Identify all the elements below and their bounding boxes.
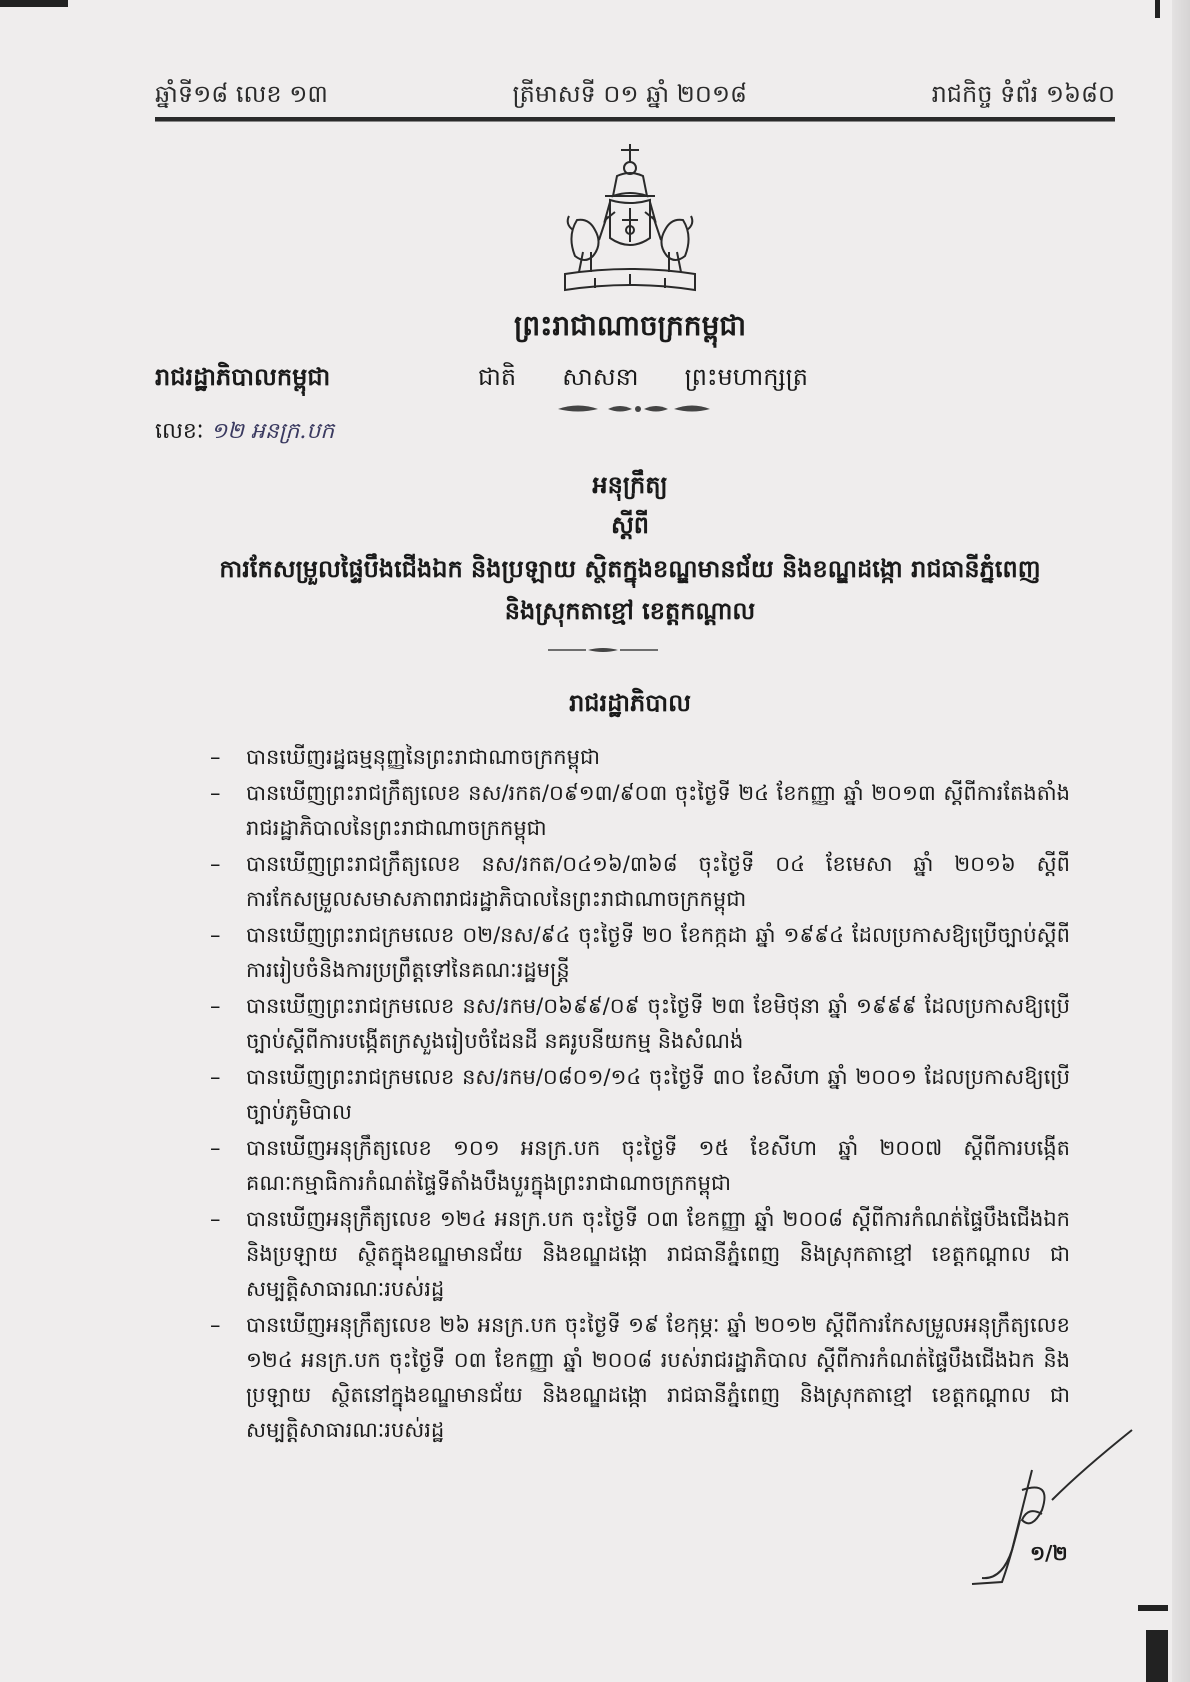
citation-item: – បានឃើញអនុក្រឹត្យលេខ ១០១ អនក្រ.បក ចុះថ្ងៃទី ១៥ ខែសីហា ឆ្នាំ ២០០៧ ស្តីពីការបង្កើតគណៈកម្មាធិការកំណត់ផ្ទៃទីតាំងបឹងបួរក្នុងព្រះរាជាណាចក្រកម្ពុជា [210,1131,1070,1201]
legal-citations-list [210,740,1070,1449]
government-heading: រាជរដ្ឋាភិបាល [569,689,691,717]
citation-item: – បានឃើញព្រះរាជក្រមលេខ នស/រកម/០៨០១/១៤ ចុះថ្ងៃទី ៣០ ខែសីហា ឆ្នាំ ២០០១ ដែលប្រកាសឱ្យប្រើច្បាប់ភូមិបាល [210,1060,1070,1130]
document-number-label: លេខៈ [155,419,204,444]
citation-item: – បានឃើញអនុក្រឹត្យលេខ ២៦ អនក្រ.បក ចុះថ្ងៃទី ១៩ ខែកុម្ភៈ ឆ្នាំ ២០១២ ស្តីពីការកែសម្រួលអនុក្រឹត្យលេខ ១២៤ អនក្រ.បក ចុះថ្ងៃទី ០៣ ខែកញ្ញា ឆ្នាំ ២០០៨ របស់រាជរដ្ឋាភិបាល ស្តីពីការកំណត់ផ្ទៃបឹងជើងឯក និងប្រឡាយ ស្ថិតនៅក្នុងខណ្ឌមានជ័យ និងខណ្ឌដង្កោ រាជធានីភ្នំពេញ និងស្រុកតាខ្មៅ ខេត្តកណ្តាល ជាសម្បត្តិសាធារណៈរបស់រដ្ឋ [210,1308,1070,1448]
kingdom-title: ព្រះរាជាណាចក្រកម្ពុជា [513,309,746,342]
royal-coat-of-arms-icon [555,140,705,302]
national-motto [478,362,808,397]
document-type: អនុក្រឹត្យ [592,471,668,499]
scan-edge-mark [1146,1630,1168,1682]
document-number [155,417,334,449]
motto-king: ព្រះមហាក្សត្រ [684,363,808,391]
gazette-page: រាជកិច្ច ទំព័រ ១៦៨០ [931,79,1115,108]
citation-item: – បានឃើញព្រះរាជក្រឹត្យលេខ នស/រកត/០៤១៦/៣៦៨ ចុះថ្ងៃទី ០៤ ខែមេសា ឆ្នាំ ២០១៦ ស្តីពីការកែសម្រួលសមាសភាពរាជរដ្ឋាភិបាលនៃព្រះរាជាណាចក្រកម្ពុជា [210,847,1070,917]
citation-item: – បានឃើញរដ្ឋធម្មនុញ្ញនៃព្រះរាជាណាចក្រកម្ពុជា [210,740,1070,775]
document-number-handwritten: ១២ អនក្រ.បក [210,419,335,444]
citation-item: – បានឃើញអនុក្រឹត្យលេខ ១២៤ អនក្រ.បក ចុះថ្ងៃទី ០៣ ខែកញ្ញា ឆ្នាំ ២០០៨ ស្តីពីការកំណត់ផ្ទៃបឹងជើងឯក និងប្រឡាយ ស្ថិតក្នុងខណ្ឌមានជ័យ និងខណ្ឌដង្កោ រាជធានីភ្នំពេញ និងស្រុកតាខ្មៅ ខេត្តកណ្តាល ជាសម្បត្តិសាធារណៈរបស់រដ្ឋ [210,1202,1070,1307]
ornament-divider-icon [548,400,718,418]
scan-corner-mark-right [1155,0,1160,18]
document-about: ស្តីពី [610,511,650,539]
document-subject-line-2: និងស្រុកតាខ្មៅ ខេត្តកណ្តាល [504,597,756,625]
header-rule [155,117,1115,122]
gazette-year-issue: ឆ្នាំទី១៨ លេខ ១៣ [155,79,328,108]
motto-nation: ជាតិ [478,363,517,391]
scan-edge-mark [1138,1605,1168,1611]
page-edge [1172,0,1190,1682]
section-divider-icon [548,646,658,654]
issuer-name: រាជរដ្ឋាភិបាលកម្ពុជា [155,363,331,391]
citation-item: – បានឃើញព្រះរាជក្រឹត្យលេខ នស/រកត/០៩១៣/៩០៣ ចុះថ្ងៃទី ២៤ ខែកញ្ញា ឆ្នាំ ២០១៣ ស្តីពីការតែងតាំងរាជរដ្ឋាភិបាលនៃព្រះរាជាណាចក្រកម្ពុជា [210,776,1070,846]
citation-item: – បានឃើញព្រះរាជក្រមលេខ នស/រកម/០៦៩៩/០៩ ចុះថ្ងៃទី ២៣ ខែមិថុនា ឆ្នាំ ១៩៩៩ ដែលប្រកាសឱ្យប្រើច្បាប់ស្តីពីការបង្កើតក្រសួងរៀបចំដែនដី នគរូបនីយកម្ម និងសំណង់ [210,989,1070,1059]
scan-corner-mark [0,0,68,7]
document-subject [200,548,1060,632]
gazette-header [155,78,1115,114]
page-number: ១/២ [1030,1541,1068,1565]
document-subject-line-1: ការកែសម្រួលផ្ទៃបឹងជើងឯក និងប្រឡាយ ស្ថិតក្នុងខណ្ឌមានជ័យ និងខណ្ឌដង្កោ រាជធានីភ្នំពេញ [219,555,1041,583]
gazette-date: ត្រីមាសទី ០១ ឆ្នាំ ២០១៨ [512,79,747,108]
motto-religion: សាសនា [562,363,639,391]
citation-item: – បានឃើញព្រះរាជក្រមលេខ ០២/នស/៩៤ ចុះថ្ងៃទី ២០ ខែកក្កដា ឆ្នាំ ១៩៩៤ ដែលប្រកាសឱ្យប្រើច្បាប់ស្តីពីការរៀបចំនិងការប្រព្រឹត្តទៅនៃគណៈរដ្ឋមន្ត្រី [210,918,1070,988]
